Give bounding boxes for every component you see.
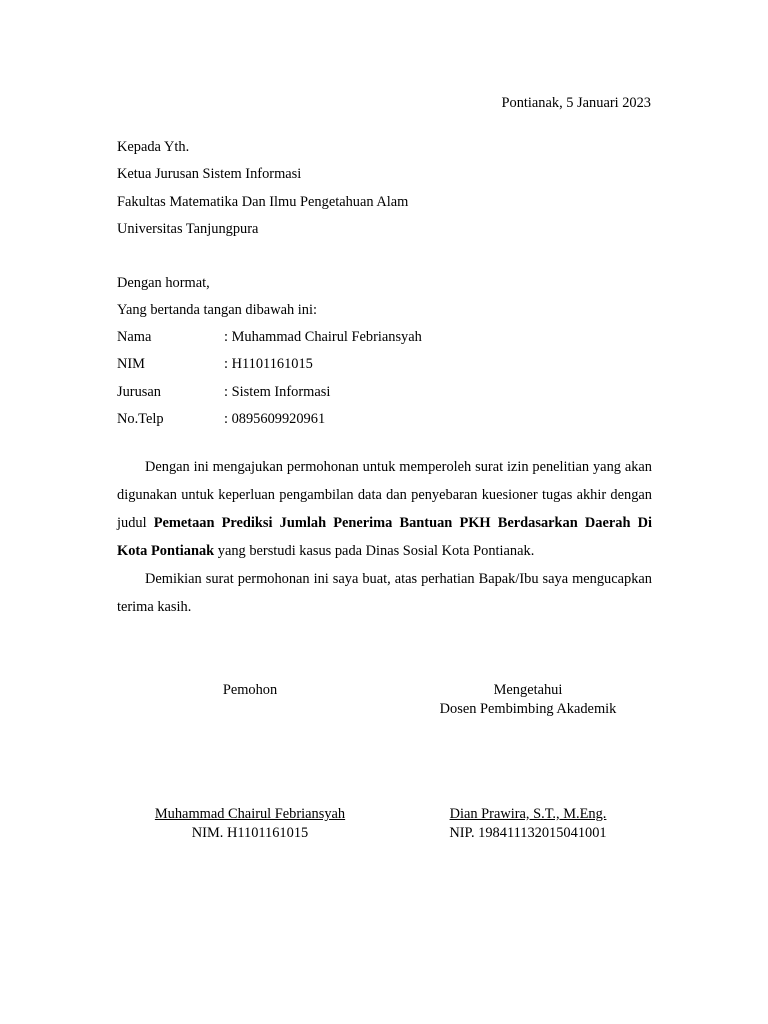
signer-name: Dian Prawira, S.T., M.Eng.: [449, 806, 607, 822]
recipient-line: Ketua Jurusan Sistem Informasi: [117, 166, 302, 183]
identity-label: NIM: [117, 356, 145, 373]
paragraph-text: Dengan ini mengajukan permohonan untuk memperoleh surat izin penelitian yang akan digunakan untuk keperluan pengambilan data dan penyebaran kuesioner tugas akhir dengan judul: [117, 459, 652, 531]
identity-label: No.Telp: [117, 410, 164, 427]
signer-role: Pemohon: [222, 682, 278, 698]
closing-paragraph: Demikian surat permohonan ini saya buat, atas perhatian Bapak/Ibu saya mengucapkan terima kasih.: [117, 571, 652, 615]
signer-id: NIM. H1101161015: [191, 825, 309, 841]
research-title: Pemetaan Prediksi Jumlah Penerima Bantuan PKH Berdasarkan Daerah Di Kota Pontianak: [117, 515, 652, 559]
paragraph-text: yang berstudi kasus pada Dinas Sosial Kota Pontianak.: [214, 543, 535, 559]
identity-value: : Muhammad Chairul Febriansyah: [224, 329, 422, 345]
body-paragraph: [117, 453, 652, 565]
identity-label: Nama: [117, 329, 152, 345]
identity-value: : 0895609920961: [224, 410, 326, 427]
signature-right-title: [418, 681, 638, 719]
signer-position: Dosen Pembimbing Akademik: [439, 701, 617, 717]
identity-label: Jurusan: [117, 383, 161, 400]
signature-left-title: [130, 681, 370, 700]
identity-row: [117, 406, 422, 433]
greeting: Dengan hormat,: [117, 275, 210, 291]
signature-left: [130, 805, 370, 843]
recipient-line: Fakultas Matematika Dan Ilmu Pengetahuan Alam: [117, 193, 409, 210]
recipient-line: Kepada Yth.: [117, 139, 190, 155]
identity-value: : H1101161015: [224, 356, 313, 373]
greeting-block: [117, 270, 317, 325]
identity-table: [117, 324, 422, 433]
signature-right: [418, 805, 638, 843]
recipient-line: Universitas Tanjungpura: [117, 220, 259, 237]
letter-body: [117, 453, 652, 621]
signer-name: Muhammad Chairul Febriansyah: [154, 806, 346, 822]
intro-line: Yang bertanda tangan dibawah ini:: [117, 302, 317, 319]
signer-id: NIP. 198411132015041001: [449, 825, 607, 841]
identity-value: : Sistem Informasi: [224, 383, 331, 400]
place-date: Pontianak, 5 Januari 2023: [501, 95, 651, 111]
identity-row: [117, 351, 422, 378]
identity-row: [117, 324, 422, 351]
identity-row: [117, 379, 422, 406]
signer-role: Mengetahui: [493, 682, 563, 698]
recipient-block: [117, 134, 408, 243]
